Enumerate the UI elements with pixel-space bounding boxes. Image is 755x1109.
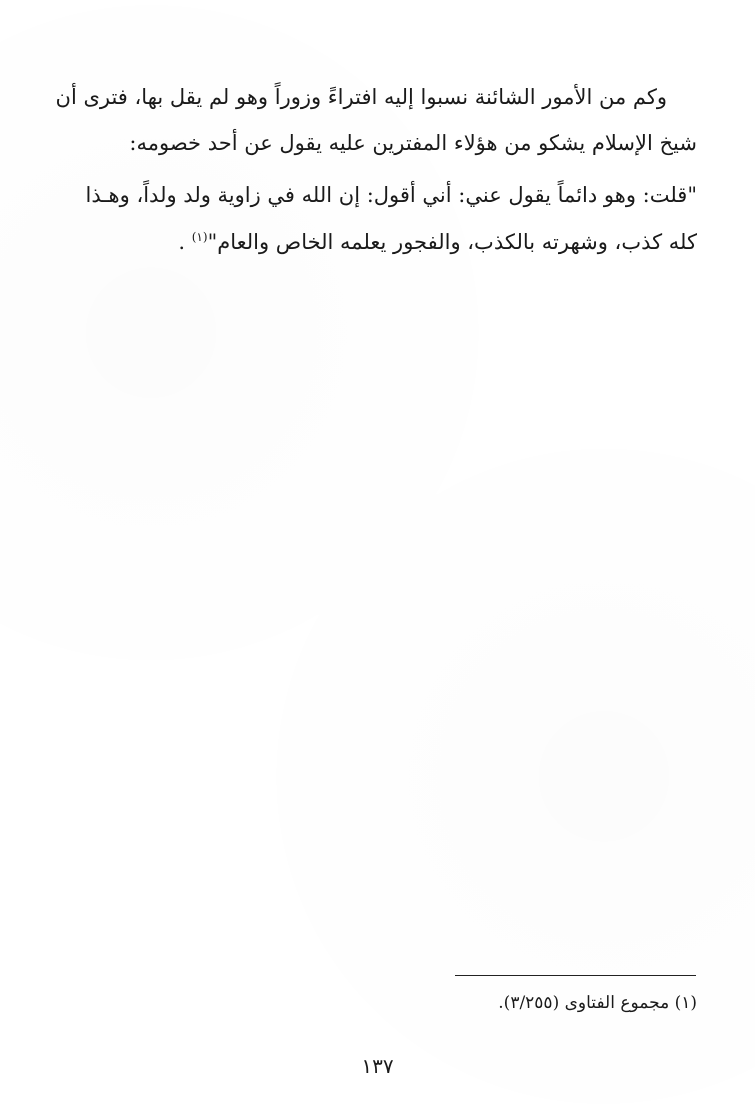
footnote-separator — [455, 975, 696, 976]
paragraph-line-2: شيخ الإسلام يشكو من هؤلاء المفترين عليه يقول عن أحد خصومه: — [129, 131, 697, 155]
paragraph-line-1: وكم من الأمور الشائنة نسبوا إليه افتراءً وزوراً وهو لم يقل بها، فترى أن — [55, 85, 667, 109]
quote-text: كله كذب، وشهرته بالكذب، والفجور يعلمه الخاص والعام" — [207, 230, 697, 254]
quote-line-2 — [178, 227, 697, 257]
footnote: (١) مجموع الفتاوى (٣/٢٥٥). — [498, 993, 697, 1013]
footnote-reference[interactable]: (١) — [191, 230, 208, 244]
end-punctuation: . — [178, 230, 192, 254]
page-number: ١٣٧ — [361, 1054, 394, 1078]
quote-line-1: "قلت: وهو دائماً يقول عني: أني أقول: إن الله في زاوية ولد ولداً، وهـذا — [85, 183, 697, 207]
